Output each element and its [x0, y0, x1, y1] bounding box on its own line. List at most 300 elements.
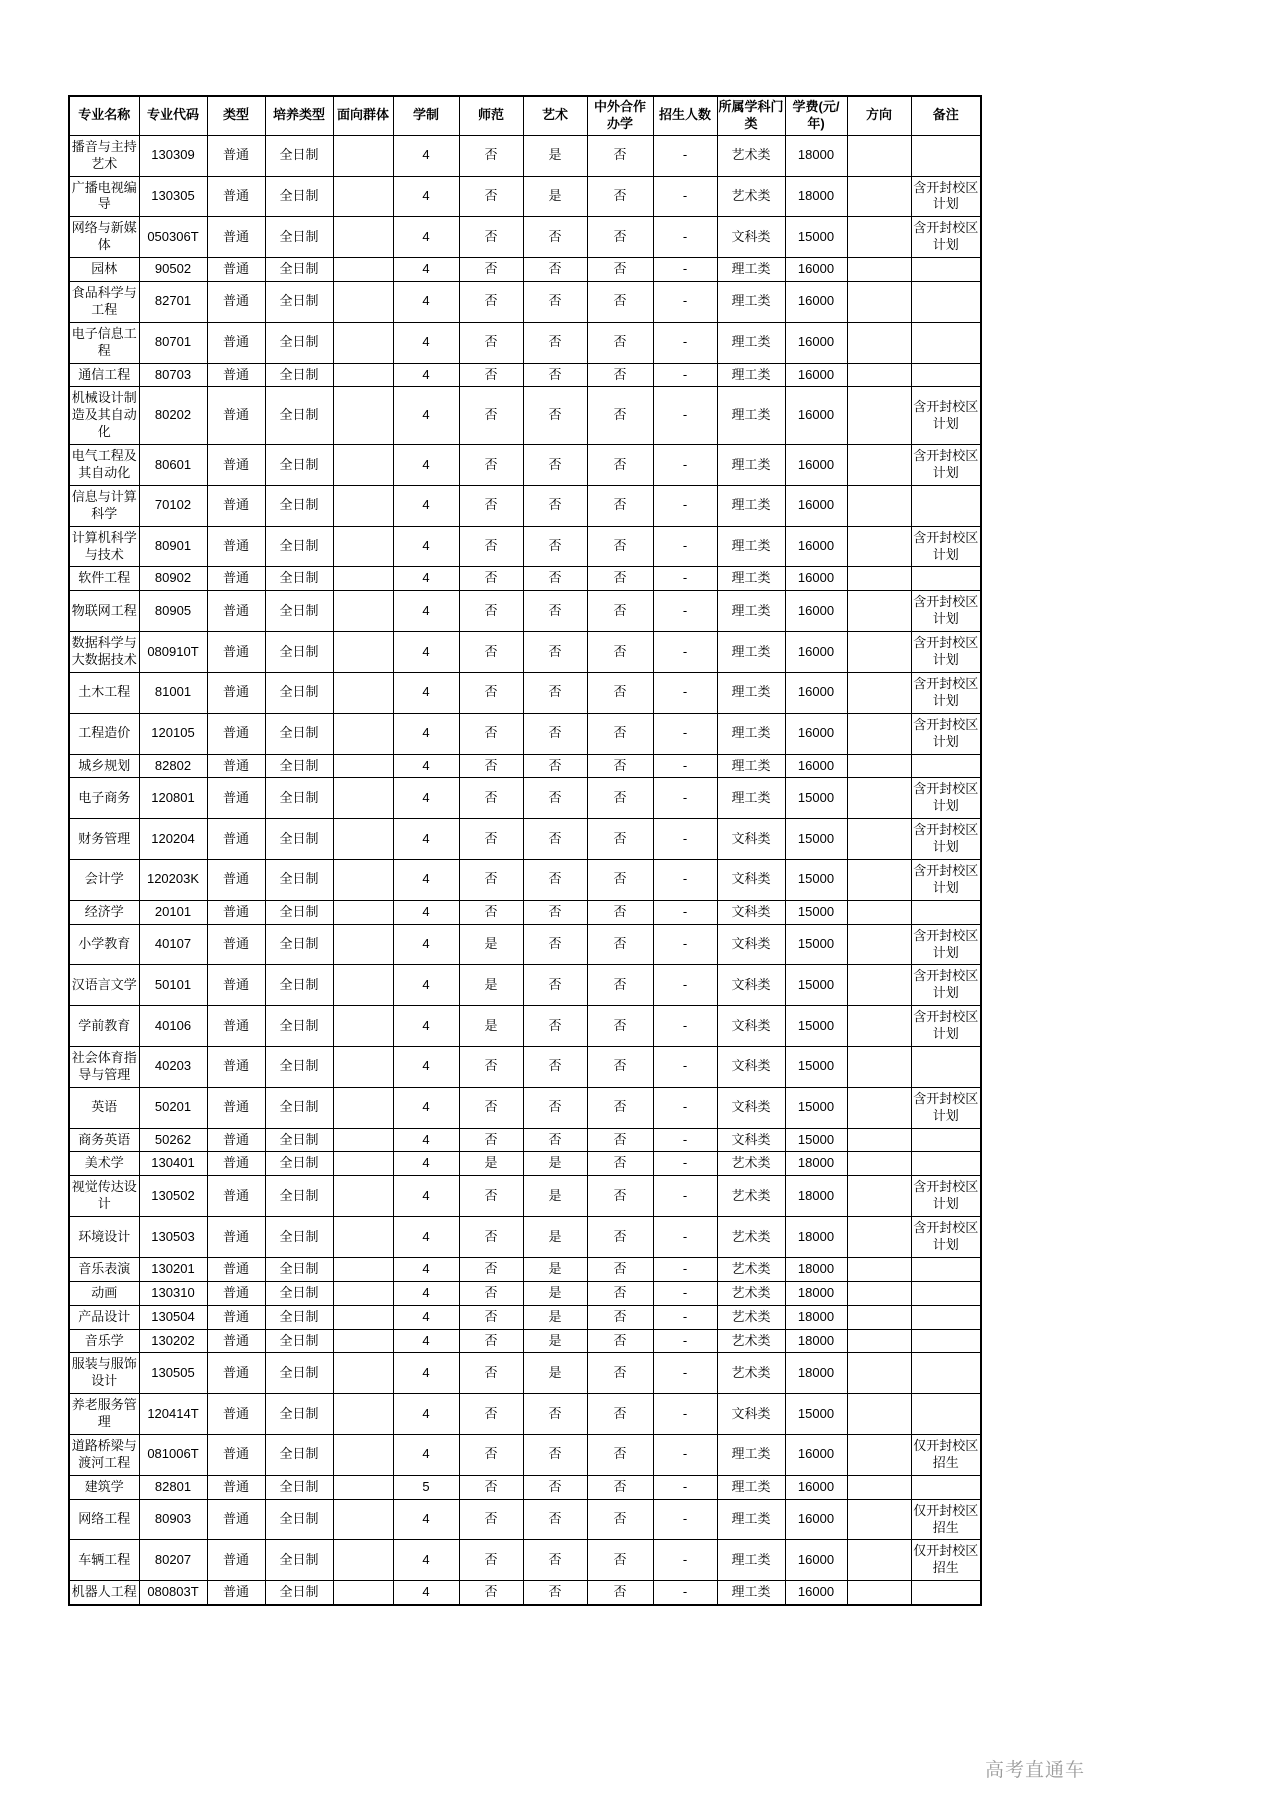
cell-sino_foreign_coop: 否	[587, 526, 653, 567]
cell-duration: 4	[393, 900, 459, 924]
cell-major_code: 130505	[139, 1353, 207, 1394]
cell-art: 否	[523, 526, 587, 567]
cell-major_code: 80202	[139, 387, 207, 445]
cell-major_code: 50262	[139, 1128, 207, 1152]
cell-enrollment: -	[653, 1257, 717, 1281]
cell-direction	[847, 1281, 911, 1305]
cell-remark	[911, 1257, 981, 1281]
cell-normal_education: 否	[459, 1176, 523, 1217]
cell-enrollment: -	[653, 258, 717, 282]
column-header-training_type: 培养类型	[265, 96, 333, 135]
cell-training_type: 全日制	[265, 135, 333, 176]
cell-type: 普通	[207, 176, 265, 217]
cell-discipline_category: 理工类	[717, 363, 785, 387]
cell-major_code: 130401	[139, 1152, 207, 1176]
cell-major_name: 土木工程	[69, 672, 139, 713]
table-row	[69, 1152, 981, 1176]
table-row	[69, 1435, 981, 1476]
cell-training_type: 全日制	[265, 1499, 333, 1540]
cell-type: 普通	[207, 1329, 265, 1353]
cell-sino_foreign_coop: 否	[587, 1540, 653, 1581]
cell-type: 普通	[207, 1281, 265, 1305]
cell-remark: 含开封校区计划	[911, 217, 981, 258]
table-row	[69, 217, 981, 258]
cell-major_name: 商务英语	[69, 1128, 139, 1152]
cell-major_name: 网络工程	[69, 1499, 139, 1540]
table-row	[69, 1176, 981, 1217]
cell-discipline_category: 理工类	[717, 258, 785, 282]
cell-target_group	[333, 713, 393, 754]
cell-normal_education: 否	[459, 1217, 523, 1258]
cell-direction	[847, 1540, 911, 1581]
table-row	[69, 282, 981, 323]
cell-training_type: 全日制	[265, 859, 333, 900]
column-header-sino_foreign_coop: 中外合作办学	[587, 96, 653, 135]
cell-art: 否	[523, 1540, 587, 1581]
cell-major_code: 80601	[139, 445, 207, 486]
cell-remark	[911, 1394, 981, 1435]
cell-training_type: 全日制	[265, 217, 333, 258]
column-header-major_name: 专业名称	[69, 96, 139, 135]
cell-discipline_category: 文科类	[717, 1006, 785, 1047]
cell-training_type: 全日制	[265, 778, 333, 819]
cell-duration: 4	[393, 445, 459, 486]
cell-remark: 含开封校区计划	[911, 445, 981, 486]
cell-target_group	[333, 363, 393, 387]
cell-direction	[847, 1046, 911, 1087]
cell-enrollment: -	[653, 1475, 717, 1499]
cell-tuition: 16000	[785, 387, 847, 445]
cell-duration: 5	[393, 1475, 459, 1499]
cell-major_name: 工程造价	[69, 713, 139, 754]
cell-art: 否	[523, 713, 587, 754]
cell-enrollment: -	[653, 1581, 717, 1605]
cell-tuition: 15000	[785, 1128, 847, 1152]
cell-art: 是	[523, 1257, 587, 1281]
cell-art: 否	[523, 1128, 587, 1152]
cell-duration: 4	[393, 1499, 459, 1540]
cell-target_group	[333, 591, 393, 632]
cell-discipline_category: 文科类	[717, 217, 785, 258]
table-row	[69, 1087, 981, 1128]
cell-major_code: 120105	[139, 713, 207, 754]
cell-major_code: 80902	[139, 567, 207, 591]
cell-type: 普通	[207, 1581, 265, 1605]
cell-remark: 含开封校区计划	[911, 965, 981, 1006]
cell-sino_foreign_coop: 否	[587, 176, 653, 217]
cell-art: 否	[523, 1394, 587, 1435]
cell-sino_foreign_coop: 否	[587, 900, 653, 924]
cell-major_name: 物联网工程	[69, 591, 139, 632]
cell-sino_foreign_coop: 否	[587, 778, 653, 819]
cell-sino_foreign_coop: 否	[587, 1353, 653, 1394]
cell-enrollment: -	[653, 1353, 717, 1394]
table-row	[69, 258, 981, 282]
cell-normal_education: 否	[459, 1475, 523, 1499]
cell-duration: 4	[393, 778, 459, 819]
cell-major_name: 城乡规划	[69, 754, 139, 778]
cell-duration: 4	[393, 1152, 459, 1176]
cell-tuition: 16000	[785, 1499, 847, 1540]
table-row	[69, 591, 981, 632]
cell-remark	[911, 754, 981, 778]
cell-art: 是	[523, 1305, 587, 1329]
cell-target_group	[333, 672, 393, 713]
cell-normal_education: 否	[459, 778, 523, 819]
cell-art: 是	[523, 1217, 587, 1258]
cell-remark: 含开封校区计划	[911, 591, 981, 632]
cell-art: 否	[523, 900, 587, 924]
cell-type: 普通	[207, 282, 265, 323]
cell-target_group	[333, 1257, 393, 1281]
cell-enrollment: -	[653, 135, 717, 176]
cell-duration: 4	[393, 363, 459, 387]
cell-discipline_category: 理工类	[717, 282, 785, 323]
cell-major_code: 82701	[139, 282, 207, 323]
cell-direction	[847, 217, 911, 258]
cell-target_group	[333, 1128, 393, 1152]
table-row	[69, 1329, 981, 1353]
cell-type: 普通	[207, 387, 265, 445]
cell-normal_education: 否	[459, 217, 523, 258]
cell-duration: 4	[393, 924, 459, 965]
cell-training_type: 全日制	[265, 387, 333, 445]
cell-discipline_category: 艺术类	[717, 1217, 785, 1258]
cell-direction	[847, 526, 911, 567]
cell-target_group	[333, 387, 393, 445]
cell-sino_foreign_coop: 否	[587, 713, 653, 754]
cell-remark	[911, 282, 981, 323]
cell-sino_foreign_coop: 否	[587, 672, 653, 713]
cell-target_group	[333, 258, 393, 282]
cell-art: 否	[523, 1087, 587, 1128]
cell-type: 普通	[207, 1046, 265, 1087]
cell-major_code: 130310	[139, 1281, 207, 1305]
cell-sino_foreign_coop: 否	[587, 1394, 653, 1435]
cell-art: 否	[523, 1435, 587, 1476]
cell-enrollment: -	[653, 1435, 717, 1476]
cell-sino_foreign_coop: 否	[587, 135, 653, 176]
cell-art: 否	[523, 1006, 587, 1047]
cell-direction	[847, 445, 911, 486]
table-row	[69, 819, 981, 860]
cell-training_type: 全日制	[265, 1394, 333, 1435]
table-row	[69, 924, 981, 965]
cell-discipline_category: 文科类	[717, 900, 785, 924]
cell-training_type: 全日制	[265, 322, 333, 363]
cell-art: 是	[523, 1152, 587, 1176]
cell-target_group	[333, 965, 393, 1006]
cell-major_code: 080803T	[139, 1581, 207, 1605]
cell-normal_education: 否	[459, 1281, 523, 1305]
cell-major_name: 会计学	[69, 859, 139, 900]
cell-art: 否	[523, 485, 587, 526]
cell-sino_foreign_coop: 否	[587, 591, 653, 632]
cell-art: 否	[523, 322, 587, 363]
cell-type: 普通	[207, 445, 265, 486]
cell-major_name: 音乐学	[69, 1329, 139, 1353]
cell-major_code: 130504	[139, 1305, 207, 1329]
cell-training_type: 全日制	[265, 1581, 333, 1605]
cell-direction	[847, 924, 911, 965]
cell-training_type: 全日制	[265, 1217, 333, 1258]
cell-normal_education: 否	[459, 176, 523, 217]
cell-direction	[847, 1329, 911, 1353]
cell-discipline_category: 理工类	[717, 1499, 785, 1540]
cell-discipline_category: 艺术类	[717, 176, 785, 217]
cell-target_group	[333, 282, 393, 323]
cell-tuition: 15000	[785, 1046, 847, 1087]
cell-direction	[847, 322, 911, 363]
cell-art: 是	[523, 176, 587, 217]
cell-training_type: 全日制	[265, 672, 333, 713]
cell-major_code: 80905	[139, 591, 207, 632]
cell-duration: 4	[393, 1435, 459, 1476]
cell-normal_education: 否	[459, 900, 523, 924]
cell-tuition: 15000	[785, 819, 847, 860]
cell-discipline_category: 理工类	[717, 567, 785, 591]
cell-major_name: 电气工程及其自动化	[69, 445, 139, 486]
cell-normal_education: 是	[459, 1006, 523, 1047]
cell-duration: 4	[393, 485, 459, 526]
cell-normal_education: 否	[459, 819, 523, 860]
table-row	[69, 632, 981, 673]
cell-tuition: 16000	[785, 591, 847, 632]
cell-major_code: 081006T	[139, 1435, 207, 1476]
cell-discipline_category: 理工类	[717, 591, 785, 632]
cell-remark: 含开封校区计划	[911, 819, 981, 860]
column-header-tuition: 学费(元/年)	[785, 96, 847, 135]
cell-remark: 含开封校区计划	[911, 632, 981, 673]
cell-enrollment: -	[653, 217, 717, 258]
cell-remark: 含开封校区计划	[911, 176, 981, 217]
cell-target_group	[333, 819, 393, 860]
table-row	[69, 485, 981, 526]
cell-discipline_category: 理工类	[717, 713, 785, 754]
cell-target_group	[333, 485, 393, 526]
cell-duration: 4	[393, 217, 459, 258]
cell-normal_education: 否	[459, 445, 523, 486]
cell-major_code: 90502	[139, 258, 207, 282]
cell-normal_education: 否	[459, 591, 523, 632]
cell-major_code: 50201	[139, 1087, 207, 1128]
cell-remark: 含开封校区计划	[911, 713, 981, 754]
table-row	[69, 859, 981, 900]
cell-art: 否	[523, 754, 587, 778]
cell-major_code: 82802	[139, 754, 207, 778]
table-row	[69, 1475, 981, 1499]
cell-training_type: 全日制	[265, 1006, 333, 1047]
cell-direction	[847, 1435, 911, 1476]
cell-discipline_category: 理工类	[717, 526, 785, 567]
cell-tuition: 18000	[785, 176, 847, 217]
cell-major_code: 080910T	[139, 632, 207, 673]
cell-type: 普通	[207, 1499, 265, 1540]
watermark: 高考直通车	[985, 1760, 1086, 1781]
cell-art: 否	[523, 217, 587, 258]
cell-major_name: 园林	[69, 258, 139, 282]
cell-enrollment: -	[653, 445, 717, 486]
cell-direction	[847, 387, 911, 445]
cell-major_code: 120414T	[139, 1394, 207, 1435]
cell-remark: 仅开封校区招生	[911, 1435, 981, 1476]
table-header-row	[69, 96, 981, 135]
cell-type: 普通	[207, 567, 265, 591]
cell-type: 普通	[207, 1152, 265, 1176]
cell-remark	[911, 1329, 981, 1353]
cell-remark: 仅开封校区招生	[911, 1499, 981, 1540]
cell-normal_education: 否	[459, 1257, 523, 1281]
cell-duration: 4	[393, 1394, 459, 1435]
cell-major_code: 130305	[139, 176, 207, 217]
cell-enrollment: -	[653, 632, 717, 673]
cell-direction	[847, 363, 911, 387]
cell-tuition: 18000	[785, 1217, 847, 1258]
cell-normal_education: 是	[459, 924, 523, 965]
cell-art: 否	[523, 819, 587, 860]
cell-tuition: 18000	[785, 1329, 847, 1353]
cell-remark: 含开封校区计划	[911, 1087, 981, 1128]
cell-discipline_category: 理工类	[717, 485, 785, 526]
cell-remark	[911, 1281, 981, 1305]
cell-target_group	[333, 1305, 393, 1329]
cell-sino_foreign_coop: 否	[587, 859, 653, 900]
table-row	[69, 1006, 981, 1047]
table-row	[69, 1128, 981, 1152]
cell-remark: 含开封校区计划	[911, 924, 981, 965]
cell-type: 普通	[207, 1006, 265, 1047]
cell-type: 普通	[207, 1257, 265, 1281]
cell-major_name: 动画	[69, 1281, 139, 1305]
cell-enrollment: -	[653, 387, 717, 445]
cell-type: 普通	[207, 1128, 265, 1152]
cell-target_group	[333, 1087, 393, 1128]
cell-duration: 4	[393, 1176, 459, 1217]
cell-enrollment: -	[653, 1217, 717, 1258]
cell-duration: 4	[393, 1540, 459, 1581]
cell-direction	[847, 485, 911, 526]
cell-normal_education: 否	[459, 1046, 523, 1087]
cell-sino_foreign_coop: 否	[587, 1257, 653, 1281]
cell-major_name: 计算机科学与技术	[69, 526, 139, 567]
cell-duration: 4	[393, 672, 459, 713]
cell-normal_education: 否	[459, 526, 523, 567]
cell-art: 否	[523, 387, 587, 445]
cell-sino_foreign_coop: 否	[587, 965, 653, 1006]
cell-major_code: 130201	[139, 1257, 207, 1281]
cell-target_group	[333, 778, 393, 819]
cell-discipline_category: 艺术类	[717, 1257, 785, 1281]
cell-enrollment: -	[653, 754, 717, 778]
cell-art: 是	[523, 1329, 587, 1353]
cell-sino_foreign_coop: 否	[587, 1435, 653, 1476]
cell-target_group	[333, 1435, 393, 1476]
cell-major_code: 130502	[139, 1176, 207, 1217]
cell-major_code: 130202	[139, 1329, 207, 1353]
cell-target_group	[333, 1581, 393, 1605]
cell-remark: 含开封校区计划	[911, 1176, 981, 1217]
cell-normal_education: 否	[459, 1353, 523, 1394]
cell-discipline_category: 理工类	[717, 387, 785, 445]
cell-type: 普通	[207, 217, 265, 258]
cell-discipline_category: 艺术类	[717, 1353, 785, 1394]
cell-major_name: 服装与服饰设计	[69, 1353, 139, 1394]
cell-target_group	[333, 1152, 393, 1176]
cell-discipline_category: 艺术类	[717, 1281, 785, 1305]
cell-remark: 含开封校区计划	[911, 387, 981, 445]
table-row	[69, 1305, 981, 1329]
cell-sino_foreign_coop: 否	[587, 1475, 653, 1499]
cell-type: 普通	[207, 1176, 265, 1217]
cell-type: 普通	[207, 819, 265, 860]
cell-major_name: 软件工程	[69, 567, 139, 591]
cell-training_type: 全日制	[265, 1281, 333, 1305]
cell-duration: 4	[393, 1353, 459, 1394]
cell-sino_foreign_coop: 否	[587, 1176, 653, 1217]
cell-normal_education: 否	[459, 1305, 523, 1329]
cell-enrollment: -	[653, 1499, 717, 1540]
cell-art: 否	[523, 859, 587, 900]
cell-major_name: 养老服务管理	[69, 1394, 139, 1435]
cell-discipline_category: 理工类	[717, 1435, 785, 1476]
cell-type: 普通	[207, 924, 265, 965]
cell-sino_foreign_coop: 否	[587, 1006, 653, 1047]
cell-target_group	[333, 1394, 393, 1435]
cell-enrollment: -	[653, 526, 717, 567]
cell-enrollment: -	[653, 1087, 717, 1128]
cell-remark	[911, 258, 981, 282]
cell-duration: 4	[393, 1087, 459, 1128]
cell-enrollment: -	[653, 176, 717, 217]
cell-tuition: 15000	[785, 965, 847, 1006]
cell-direction	[847, 1152, 911, 1176]
cell-target_group	[333, 1217, 393, 1258]
cell-tuition: 16000	[785, 713, 847, 754]
cell-major_code: 80701	[139, 322, 207, 363]
cell-training_type: 全日制	[265, 445, 333, 486]
cell-major_code: 70102	[139, 485, 207, 526]
cell-training_type: 全日制	[265, 1128, 333, 1152]
cell-enrollment: -	[653, 778, 717, 819]
cell-normal_education: 否	[459, 1394, 523, 1435]
cell-type: 普通	[207, 1435, 265, 1476]
cell-enrollment: -	[653, 282, 717, 323]
cell-type: 普通	[207, 713, 265, 754]
cell-training_type: 全日制	[265, 924, 333, 965]
cell-sino_foreign_coop: 否	[587, 1329, 653, 1353]
cell-normal_education: 否	[459, 632, 523, 673]
cell-major_code: 80903	[139, 1499, 207, 1540]
cell-training_type: 全日制	[265, 900, 333, 924]
cell-enrollment: -	[653, 591, 717, 632]
cell-duration: 4	[393, 819, 459, 860]
cell-enrollment: -	[653, 1329, 717, 1353]
column-header-target_group: 面向群体	[333, 96, 393, 135]
cell-tuition: 16000	[785, 672, 847, 713]
cell-direction	[847, 258, 911, 282]
cell-target_group	[333, 1353, 393, 1394]
cell-target_group	[333, 445, 393, 486]
cell-normal_education: 否	[459, 1499, 523, 1540]
cell-remark	[911, 1046, 981, 1087]
cell-direction	[847, 282, 911, 323]
cell-discipline_category: 文科类	[717, 1128, 785, 1152]
cell-remark: 含开封校区计划	[911, 859, 981, 900]
cell-training_type: 全日制	[265, 1540, 333, 1581]
cell-remark: 含开封校区计划	[911, 1006, 981, 1047]
cell-major_code: 40107	[139, 924, 207, 965]
cell-direction	[847, 1499, 911, 1540]
